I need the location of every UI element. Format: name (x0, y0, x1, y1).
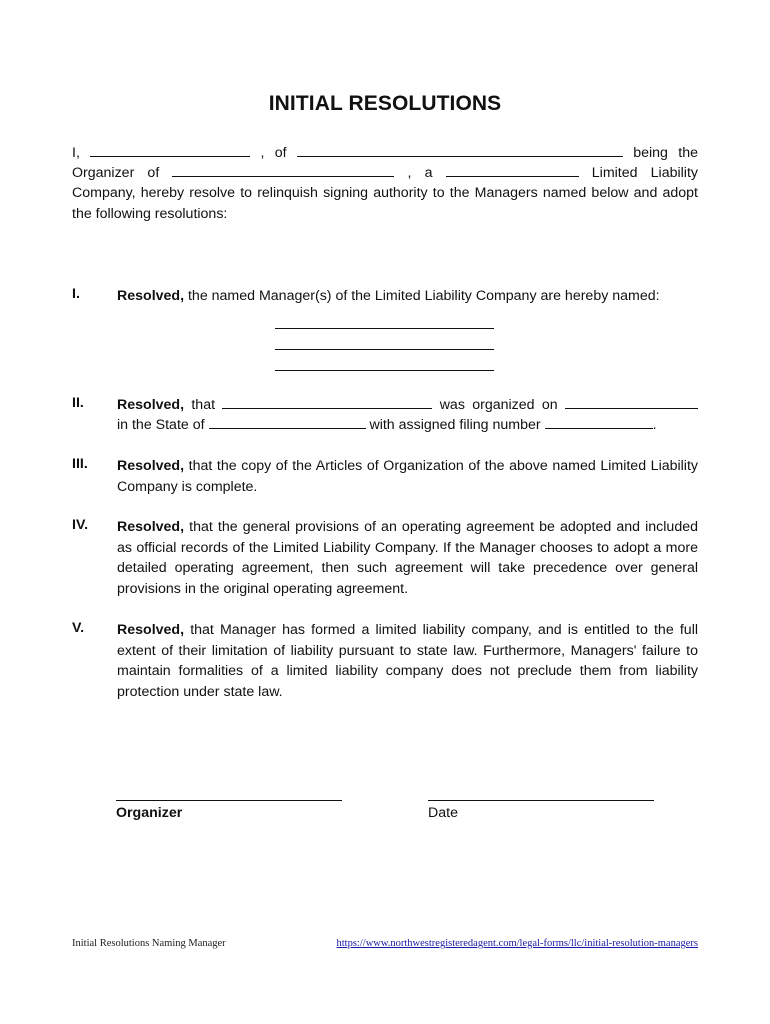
resolution-body: that the copy of the Articles of Organization of the above named Limited Liability Company is complete. (117, 458, 698, 495)
state-of-organization-blank[interactable] (209, 414, 366, 429)
intro-word: Limited Liability (591, 165, 698, 181)
name-blank[interactable] (90, 142, 250, 157)
organizer-label: Organizer (116, 805, 183, 821)
resolution-word: that (191, 397, 216, 413)
resolved-label: Resolved, (117, 397, 185, 413)
footer-document-name: Initial Resolutions Naming Manager (72, 938, 226, 949)
resolution-3-text (117, 456, 698, 497)
resolution-numeral: V. (72, 620, 85, 636)
intro-word: being the (633, 145, 698, 161)
intro-word: , a (407, 165, 433, 181)
footer-source-link[interactable]: https://www.northwestregisteredagent.com/legal-forms/llc/initial-resolution-managers (336, 938, 698, 949)
address-blank[interactable] (297, 142, 623, 157)
resolved-label: Resolved, (117, 622, 185, 638)
manager-name-blank-3[interactable] (275, 370, 494, 371)
resolved-label: Resolved, (117, 519, 185, 535)
date-signature-line[interactable] (428, 800, 654, 801)
resolution-1-text (117, 286, 698, 307)
date-label: Date (428, 805, 458, 821)
resolution-word: with assigned filing number (369, 417, 541, 433)
intro-word: Organizer of (72, 165, 160, 181)
intro-continuation: Company, hereby resolve to relinquish signing authority to the Managers named below and adopt the following resolutions: (72, 185, 698, 222)
resolved-label: Resolved, (117, 288, 185, 304)
resolution-5-text (117, 620, 698, 702)
filing-number-blank[interactable] (545, 414, 653, 429)
manager-name-blank-2[interactable] (275, 349, 494, 350)
llc-name-blank[interactable] (222, 394, 432, 409)
company-name-blank[interactable] (172, 162, 394, 177)
intro-word: I, (72, 145, 80, 161)
resolution-body: the named Manager(s) of the Limited Liability Company are hereby named: (187, 288, 660, 304)
resolution-body: that the general provisions of an operating agreement be adopted and included as official records of the Limited Liability Company. If the Manager chooses to adopt a more detailed operating agreement, then such agreement will take precedence over general provisions in the original operating agreement. (117, 519, 698, 597)
resolution-word: in the State of (117, 417, 205, 433)
resolution-4-text (117, 517, 698, 599)
organization-date-blank[interactable] (565, 394, 698, 409)
resolution-word: . (652, 417, 657, 433)
resolution-numeral: III. (72, 456, 88, 472)
resolution-2-line-2 (117, 414, 698, 434)
resolution-numeral: II. (72, 395, 84, 411)
document-title: INITIAL RESOLUTIONS (268, 92, 502, 115)
intro-word: , of (260, 145, 287, 161)
resolution-body: that Manager has formed a limited liability company, and is entitled to the full extent of their limitation of liability pursuant to state law. Furthermore, Managers' failure to maintain formalities of a limited liability company does not preclude them from liability protection under state law. (117, 622, 698, 700)
resolution-numeral: IV. (72, 517, 89, 533)
intro-line-1 (72, 142, 698, 162)
resolved-label: Resolved, (117, 458, 185, 474)
organizer-signature-line[interactable] (116, 800, 342, 801)
intro-line-2 (72, 162, 698, 182)
manager-name-blank-1[interactable] (275, 328, 494, 329)
resolution-numeral: I. (72, 286, 80, 302)
state-blank[interactable] (446, 162, 579, 177)
resolution-2-line-1 (117, 394, 698, 414)
resolution-word: was organized on (439, 397, 558, 413)
